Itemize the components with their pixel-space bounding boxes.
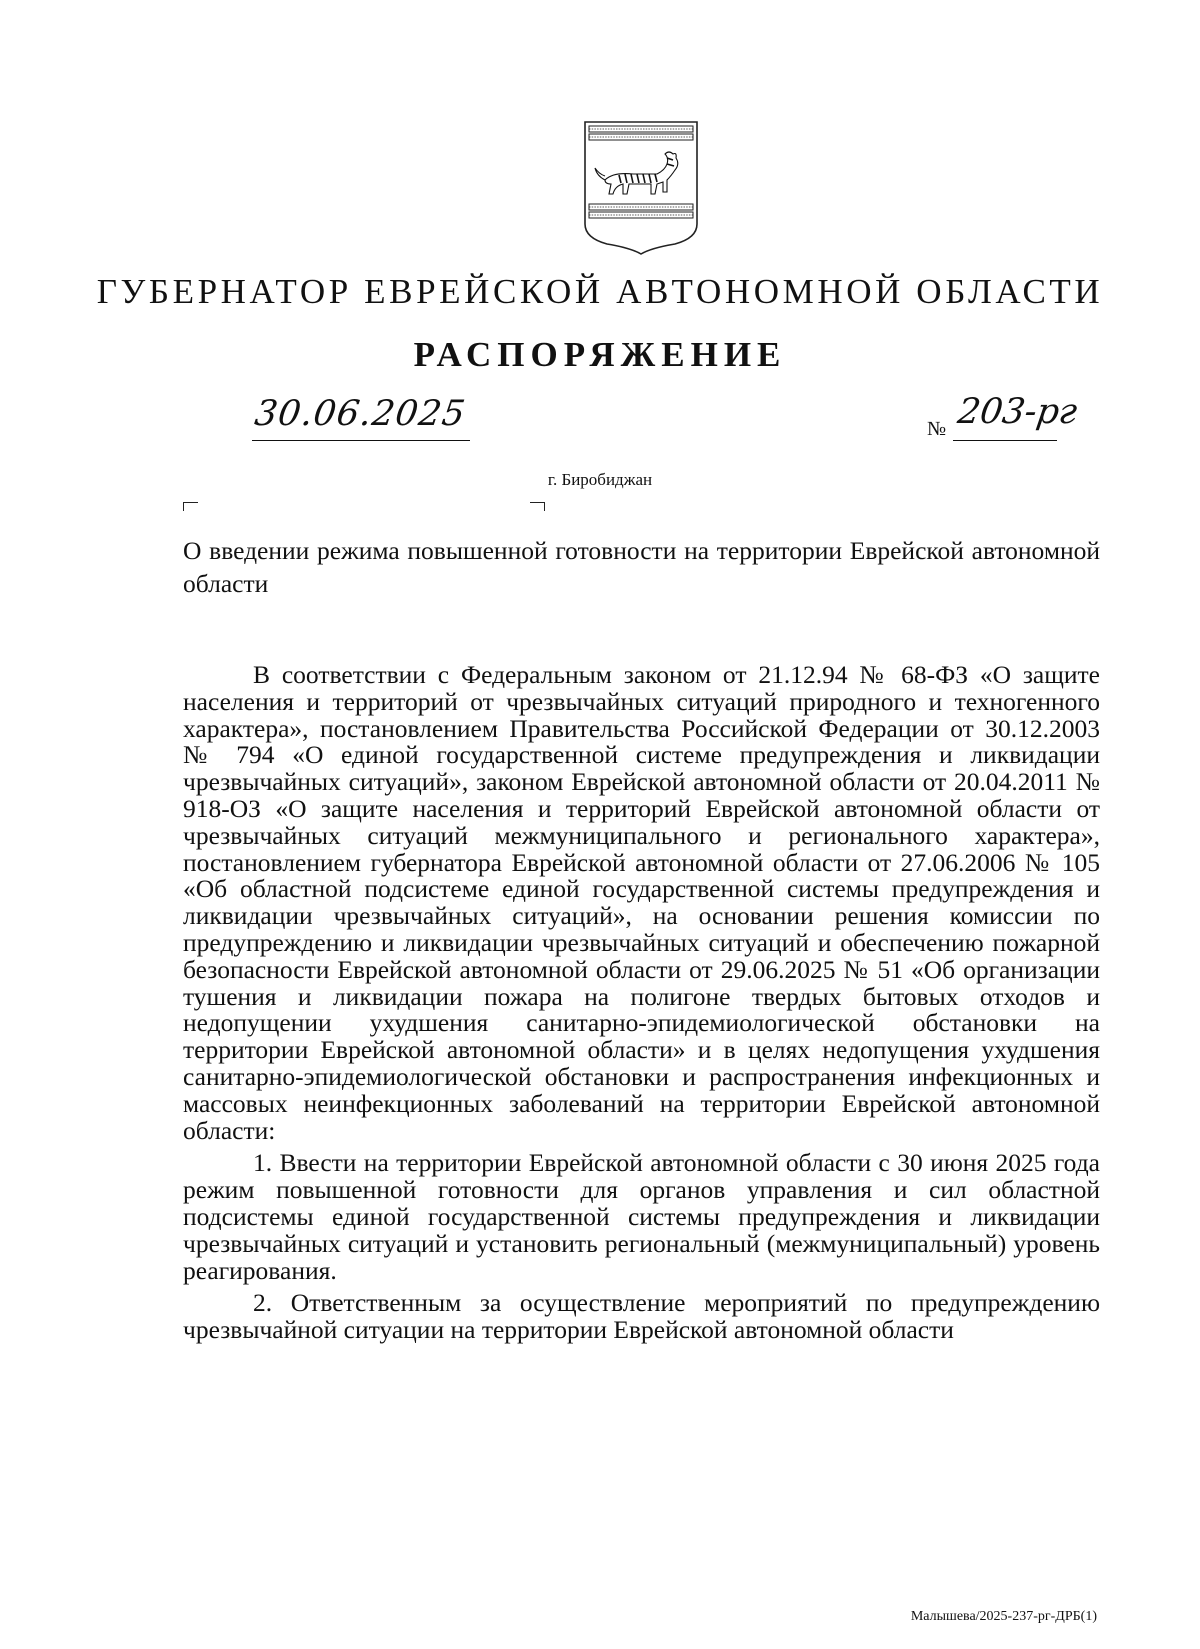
preamble-paragraph: В соответствии с Федеральным законом от 21.12.94 № 68-ФЗ «О защите населения и территорий от чрезвычайных ситуаций природного и техногенного характера», постановлением Правительства Российской Федерации от 30.12.2003 № 794 «О единой государственной системе предупреждения и ликвидации чрезвычайных ситуаций», законом Еврейской автономной области от 20.04.2011 № 918-ОЗ «О защите населения и территорий Еврейской автономной области от чрезвычайных ситуаций межмуниципального и регионального характера», постановлением губернатора Еврейской автономной области от 27.06.2006 № 105 «Об областной подсистеме единой государственной системы предупреждения и ликвидации чрезвычайных ситуаций», на основании решения комиссии по предупреждению и ликвидации чрезвычайных ситуаций и обеспечению пожарной безопасности Еврейской автономной области от 29.06.2025 № 51 «Об организации тушения и ликвидации пожара на полигоне твердых бытовых отходов и недопущении ухудшения санитарно-эпидемиологической обстановки на территории Еврейской автономной области» и в целях недопущения ухудшения санитарно-эпидемиологической обстановки и распространения инфекционных и массовых неинфекционных заболеваний на территории Еврейской автономной области: xyxy=(183,660,1100,1145)
jewish-ao-coat-of-arms-tiger-icon xyxy=(583,120,699,256)
document-reference: Малышева/2025-237-рг-ДРБ(1) xyxy=(910,1609,1097,1624)
number-underline xyxy=(953,440,1057,441)
document-subject: О введении режима повышенной готовности на территории Еврейской автономной области xyxy=(183,536,1100,598)
subject-corner-left xyxy=(183,502,198,511)
number-sign: № xyxy=(927,418,947,440)
order-item-2: 2. Ответственным за осуществление мероприятий по предупреждению чрезвычайной ситуации на территории Еврейской автономной области xyxy=(183,1288,1100,1345)
document-body xyxy=(183,662,1100,1344)
handwritten-number: 203-рг xyxy=(955,392,1080,432)
subject-corner-right xyxy=(530,502,545,511)
date-underline xyxy=(252,440,470,441)
document-type: РАСПОРЯЖЕНИЕ xyxy=(413,335,787,374)
issuer-title: ГУБЕРНАТОР ЕВРЕЙСКОЙ АВТОНОМНОЙ ОБЛАСТИ xyxy=(96,272,1104,311)
city-name: г. Биробиджан xyxy=(547,470,653,489)
order-item-1: 1. Ввести на территории Еврейской автономной области с 30 июня 2025 года режим повышенной готовности для органов управления и сил областной подсистемы единой государственной системы предупреждения и ликвидации чрезвычайных ситуаций и установить региональный (межмуниципальный) уровень реагирования. xyxy=(183,1148,1100,1285)
handwritten-date: 30.06.2025 xyxy=(252,394,469,434)
